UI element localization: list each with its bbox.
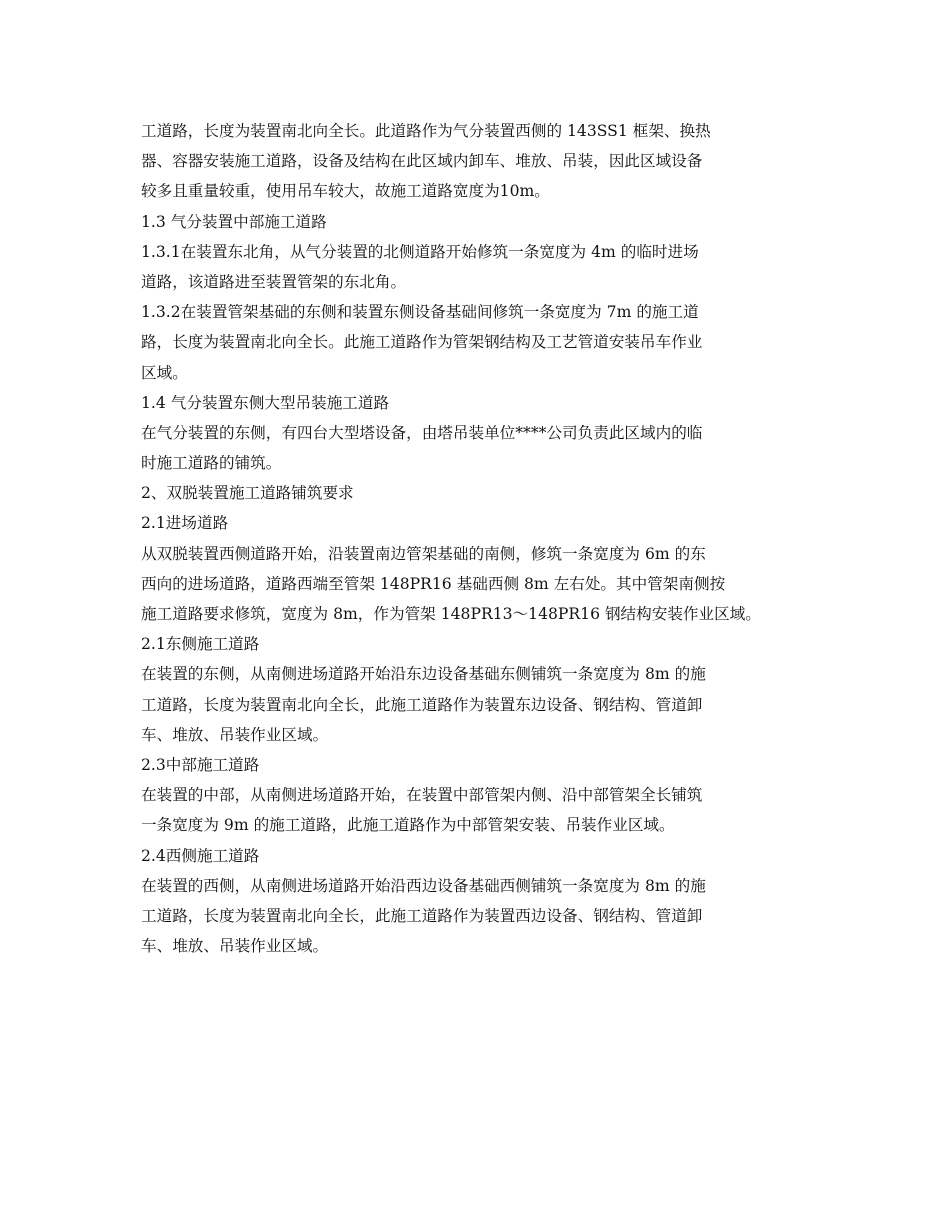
text-line: 工道路，长度为装置南北向全长。此道路作为气分装置西侧的 143SS1 框架、换热 bbox=[141, 122, 711, 140]
text-line: 车、堆放、吊装作业区域。 bbox=[141, 725, 329, 744]
text-line: 在装置的中部，从南侧进场道路开始，在装置中部管架内侧、沿中部管架全长铺筑 bbox=[141, 786, 703, 805]
text-line: 一条宽度为 9m 的施工道路，此施工道路作为中部管架安装、吊装作业区域。 bbox=[141, 816, 675, 835]
text-line: 工道路，长度为装置南北向全长，此施工道路作为装置西边设备、钢结构、管道卸 bbox=[141, 906, 703, 925]
text-line: 1.3.2在装置管架基础的东侧和装置东侧设备基础间修筑一条宽度为 7m 的施工道 bbox=[141, 303, 699, 322]
section-heading: 2.4西侧施工道路 bbox=[141, 846, 260, 865]
text-line: 道路，该道路进至装置管架的东北角。 bbox=[141, 272, 407, 291]
section-heading: 2.1进场道路 bbox=[141, 514, 229, 533]
text-line: 时施工道路的铺筑。 bbox=[141, 454, 282, 473]
text-line: 工道路，长度为装置南北向全长，此施工道路作为装置东边设备、钢结构、管道卸 bbox=[141, 695, 703, 714]
text-line: 车、堆放、吊装作业区域。 bbox=[141, 937, 329, 956]
text-line: 在装置的东侧，从南侧进场道路开始沿东边设备基础东侧铺筑一条宽度为 8m 的施 bbox=[141, 665, 706, 684]
text-line: 1.3.1在装置东北角，从气分装置的北侧道路开始修筑一条宽度为 4m 的临时进场 bbox=[141, 242, 699, 261]
text-line: 较多且重量较重，使用吊车较大，故施工道路宽度为10m。 bbox=[141, 182, 550, 201]
section-heading: 1.3 气分装置中部施工道路 bbox=[141, 212, 327, 231]
text-line: 器、容器安装施工道路，设备及结构在此区域内卸车、堆放、吊装，因此区域设备 bbox=[141, 152, 703, 171]
section-heading: 2、双脱装置施工道路铺筑要求 bbox=[141, 484, 354, 503]
text-line: 区域。 bbox=[141, 363, 188, 382]
text-line: 在气分装置的东侧，有四台大型塔设备，由塔吊装单位****公司负责此区域内的临 bbox=[141, 423, 703, 442]
text-line: 在装置的西侧，从南侧进场道路开始沿西边设备基础西侧铺筑一条宽度为 8m 的施 bbox=[141, 876, 706, 895]
section-heading: 2.3中部施工道路 bbox=[141, 755, 260, 774]
text-line: 从双脱装置西侧道路开始，沿装置南边管架基础的南侧，修筑一条宽度为 6m 的东 bbox=[141, 544, 706, 563]
text-line: 路，长度为装置南北向全长。此施工道路作为管架钢结构及工艺管道安装吊车作业 bbox=[141, 333, 703, 352]
text-line: 西向的进场道路，道路西端至管架 148PR16 基础西侧 8m 左右处。其中管架南侧按 bbox=[141, 574, 726, 593]
section-heading: 2.1东侧施工道路 bbox=[141, 635, 260, 654]
text-line: 施工道路要求修筑，宽度为 8m，作为管架 148PR13～148PR16 钢结构安装作业区域。 bbox=[141, 605, 761, 623]
section-heading: 1.4 气分装置东侧大型吊装施工道路 bbox=[141, 393, 390, 412]
